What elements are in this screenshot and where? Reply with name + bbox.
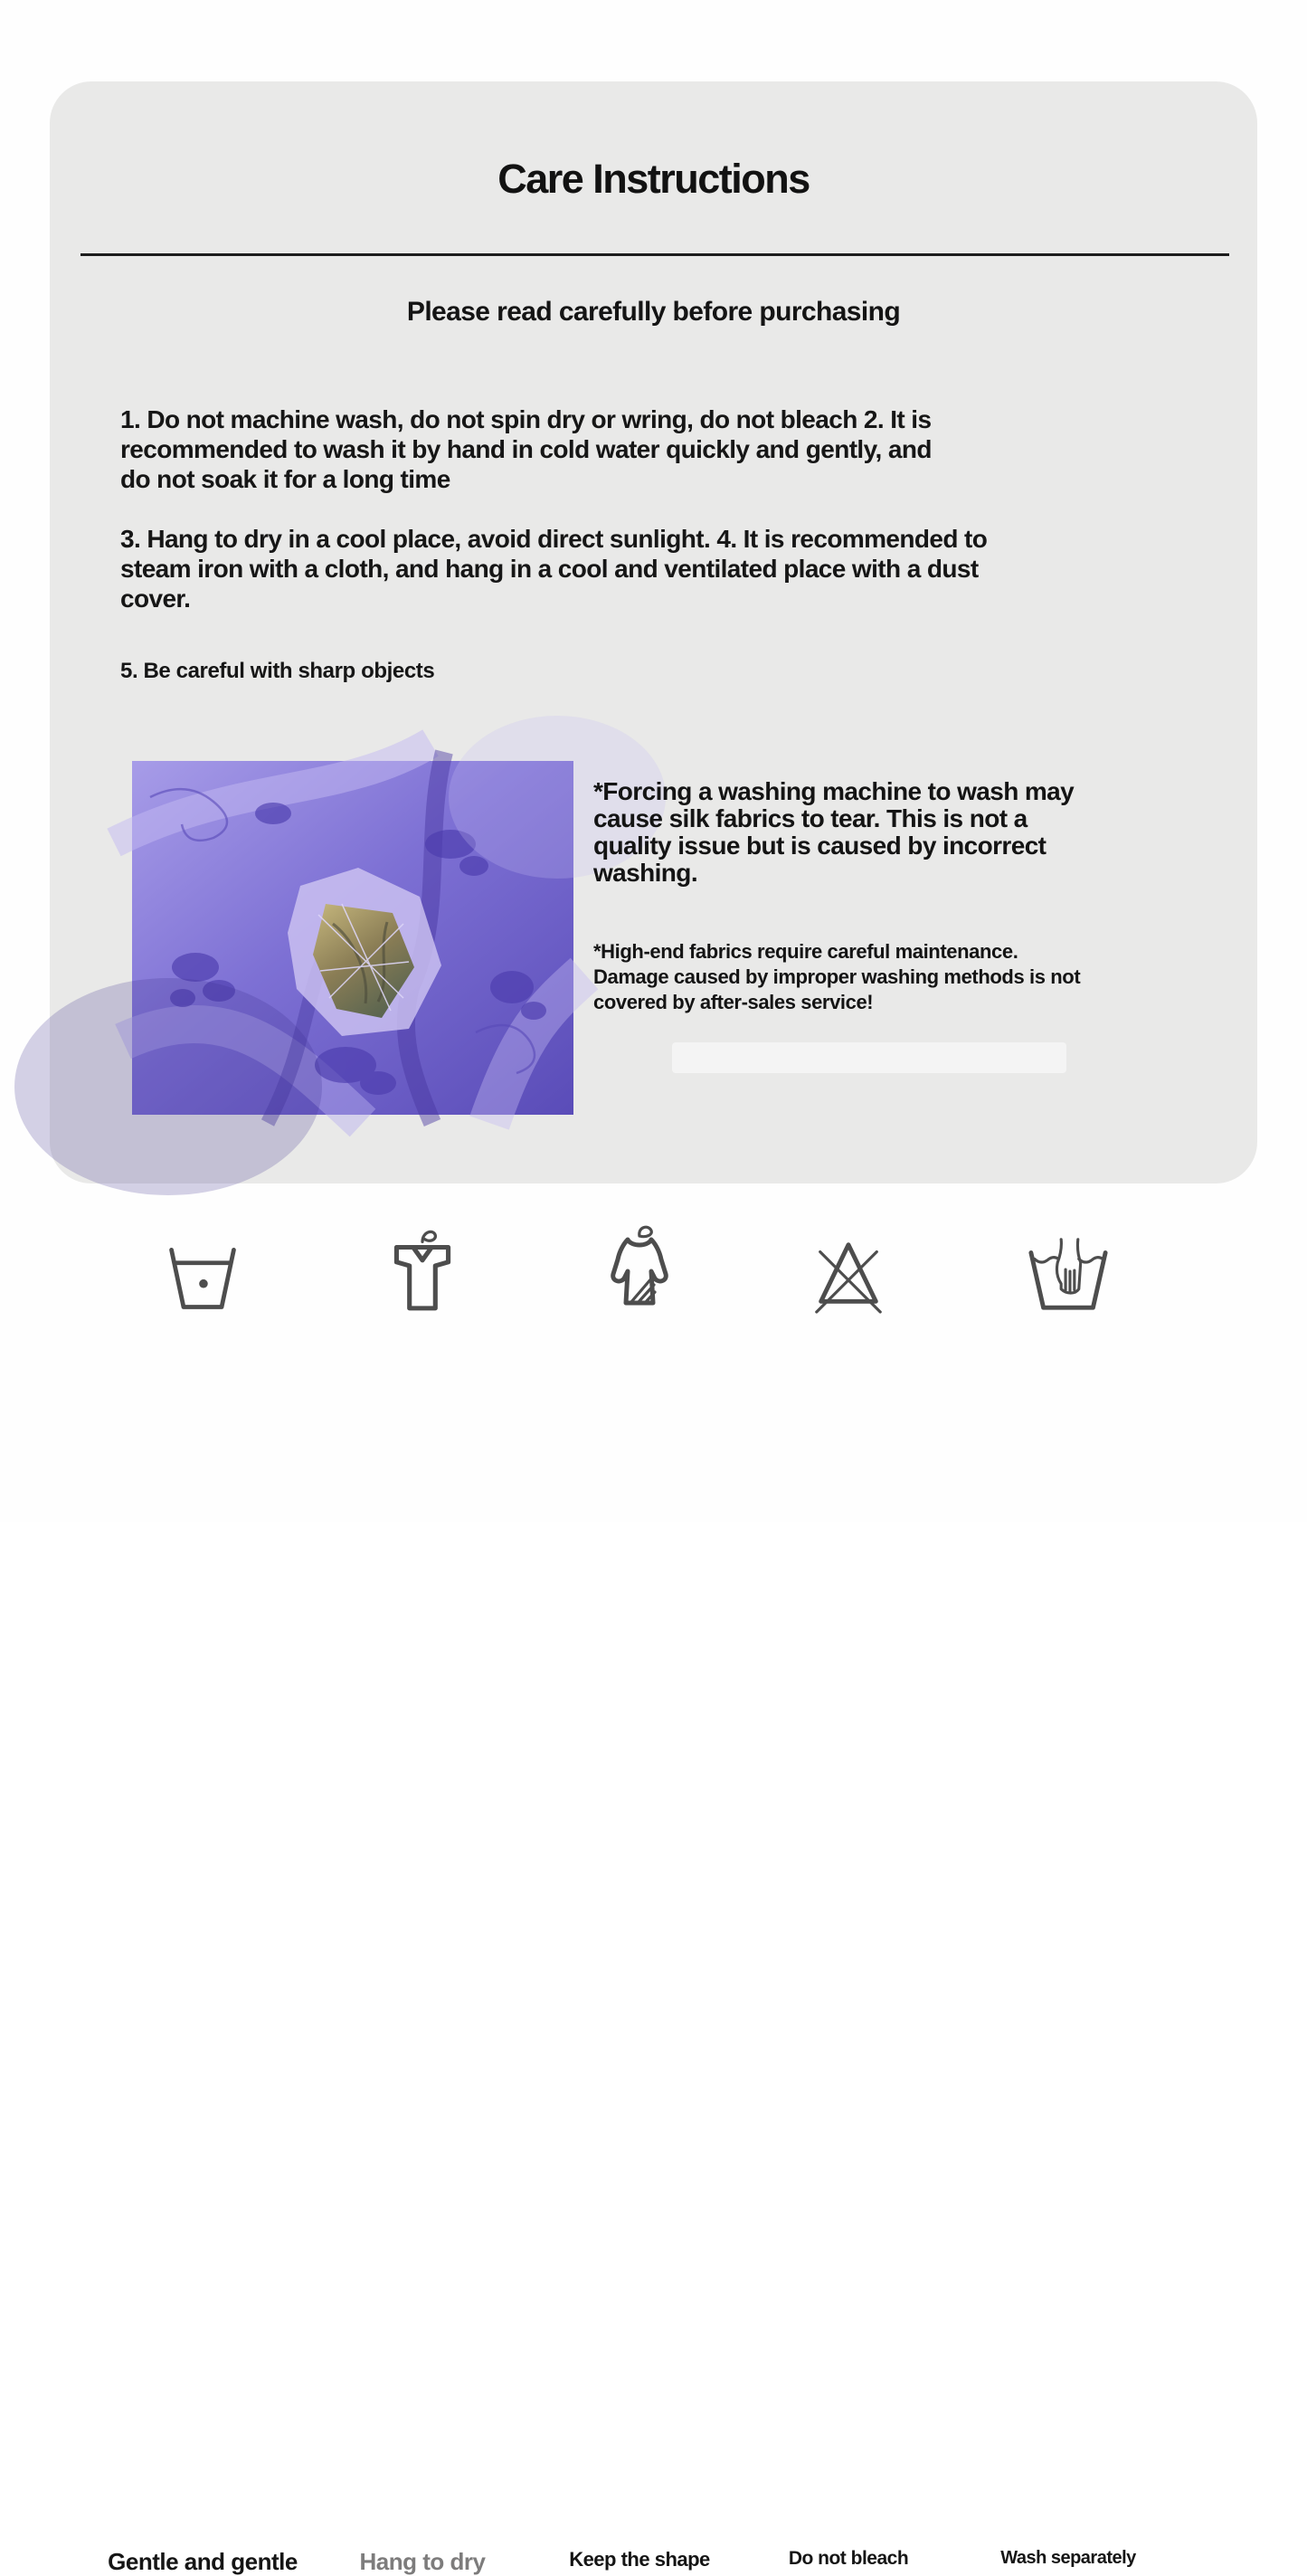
no-bleach-icon — [808, 1231, 889, 1314]
disclaimer-line: Damage caused by improper washing methods is not — [593, 965, 1081, 988]
care-symbol-no-bleach — [735, 1220, 961, 1314]
paragraph-line: recommended to wash it by hand in cold water quickly and gently, and — [120, 435, 932, 463]
page-title: Care Instructions — [497, 156, 810, 202]
divider-line — [81, 253, 1229, 256]
warning-line: cause silk fabrics to tear. This is not a — [593, 804, 1028, 832]
disclaimer-line: *High-end fabrics require careful maintenance. — [593, 940, 1018, 963]
care-symbol-label: Wash separately — [1000, 2548, 1136, 2568]
paragraph-line: steam iron with a cloth, and hang in a cool and ventilated place with a dust — [120, 555, 979, 583]
after-sales-disclaimer — [593, 939, 1154, 1015]
disclaimer-line: covered by after-sales service! — [593, 991, 874, 1013]
paragraph-line: 3. Hang to dry in a cool place, avoid direct sunlight. 4. It is recommended to — [120, 525, 988, 553]
watermark-highlight — [672, 1042, 1066, 1073]
wash-separately-icon — [1026, 1234, 1111, 1314]
wash-instructions-paragraph-2 — [120, 524, 987, 613]
paragraph-line: 1. Do not machine wash, do not spin dry or wring, do not bleach 2. It is — [120, 405, 932, 433]
care-card — [50, 81, 1257, 1183]
sharp-objects-note: 5. Be careful with sharp objects — [120, 659, 435, 683]
care-symbol-label: Keep the shape — [569, 2548, 710, 2571]
machine-wash-warning — [593, 778, 1154, 887]
gentle-wash-icon — [163, 1241, 242, 1314]
care-symbol-hang-dry — [309, 1220, 535, 1314]
torn-silk-photo-art — [132, 761, 573, 1115]
care-symbol-keep-shape — [526, 1220, 753, 1314]
warning-line: quality issue but is caused by incorrect — [593, 832, 1047, 860]
care-symbols-row — [0, 1220, 1307, 2575]
keep-shape-icon — [598, 1223, 681, 1314]
paragraph-line: cover. — [120, 585, 191, 613]
hang-dry-icon — [384, 1225, 461, 1314]
care-symbol-label: Do not bleach — [788, 2548, 909, 2569]
warning-line: *Forcing a washing machine to wash may — [593, 777, 1075, 805]
paragraph-line: do not soak it for a long time — [120, 465, 450, 493]
care-symbol-wash-separately — [955, 1220, 1181, 1314]
wash-instructions-paragraph-1 — [120, 404, 932, 494]
care-symbol-label: Gentle and gentle — [108, 2548, 298, 2575]
care-symbol-label: Hang to dry — [359, 2548, 486, 2575]
subtitle: Please read carefully before purchasing — [406, 297, 901, 327]
torn-silk-photo — [132, 761, 573, 1115]
warning-line: washing. — [593, 859, 697, 887]
care-symbol-gentle-wash — [90, 1220, 316, 1314]
